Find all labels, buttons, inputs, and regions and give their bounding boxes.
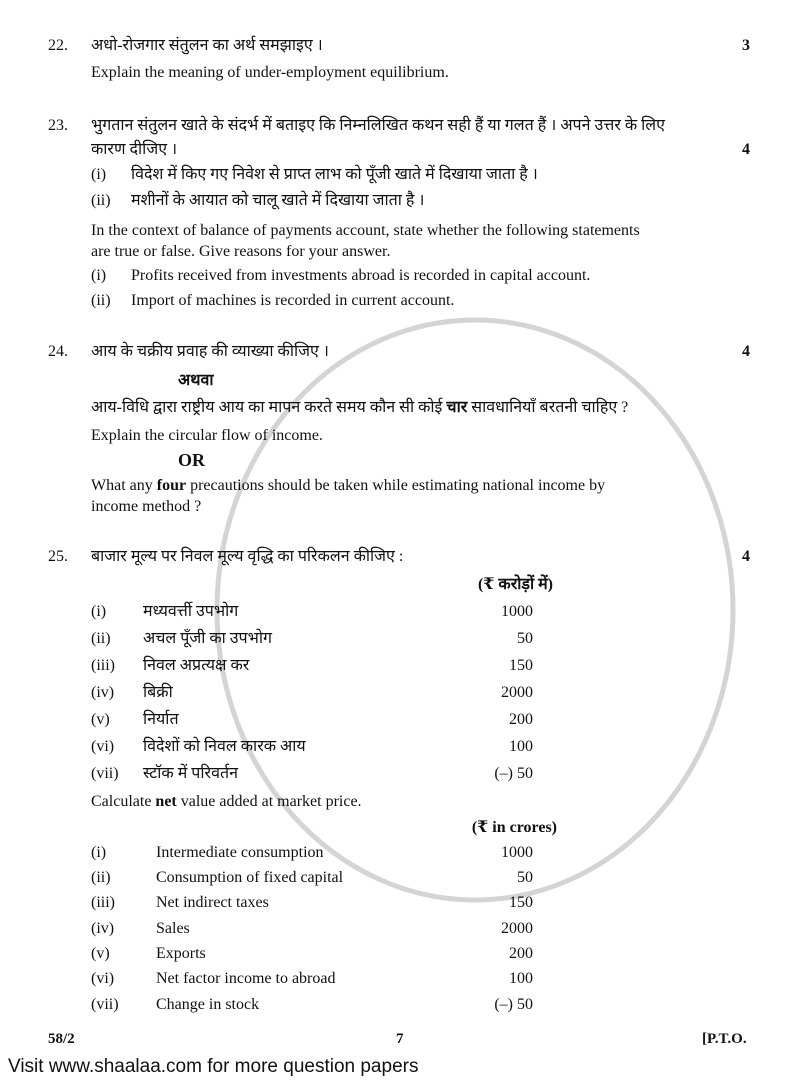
row-number: (iv) [91, 920, 115, 937]
question-english: Explain the meaning of under-employment equilibrium. [91, 64, 449, 81]
row-label: Exports [156, 945, 206, 962]
row-number: (ii) [91, 630, 111, 647]
row-value: 50 [517, 630, 533, 647]
row-number: (ii) [91, 869, 111, 886]
question-marks: 4 [742, 141, 750, 158]
question-hindi-line2: कारण दीजिए । [91, 141, 178, 158]
row-label: स्टॉक में परिवर्तन [143, 765, 238, 782]
question-hindi-line1: भुगतान संतुलन खाते के संदर्भ में बताइए कि निम्नलिखित कथन सही हैं या गलत हैं । अपने उत्तर के लिए [91, 117, 666, 134]
question-marks: 3 [742, 37, 750, 54]
alt-question-english-line2: income method ? [91, 498, 202, 515]
row-value: 2000 [501, 920, 533, 937]
row-label: विदेशों को निवल कारक आय [143, 738, 306, 755]
row-label: Net indirect taxes [156, 894, 269, 911]
question-number: 22. [48, 37, 68, 54]
item-text: Profits received from investments abroad is recorded in capital account. [131, 267, 591, 284]
question-hindi: आय के चक्रीय प्रवाह की व्याख्या कीजिए । [91, 343, 329, 360]
item-text: Import of machines is recorded in current account. [131, 292, 455, 309]
row-number: (iii) [91, 894, 115, 911]
row-number: (iv) [91, 684, 115, 701]
question-english: Explain the circular flow of income. [91, 427, 323, 444]
paper-code: 58/2 [48, 1031, 75, 1047]
row-number: (vii) [91, 996, 119, 1013]
row-value: 1000 [501, 603, 533, 620]
question-english-line1: In the context of balance of payments account, state whether the following statements [91, 222, 640, 239]
shaalaa-link[interactable]: Visit www.shaalaa.com for more question papers [8, 1056, 419, 1077]
row-value: 100 [509, 970, 533, 987]
pto-label: [P.T.O. [702, 1031, 747, 1047]
row-label: Consumption of fixed capital [156, 869, 344, 886]
row-value: 100 [509, 738, 533, 755]
row-value: 200 [509, 945, 533, 962]
unit-english: (₹ in crores) [471, 819, 557, 836]
item-number: (i) [91, 166, 107, 183]
row-value: (–) 50 [494, 765, 533, 782]
question-number: 25. [48, 548, 68, 565]
question-english: Calculate net value added at market price. [91, 793, 362, 810]
row-number: (v) [91, 945, 110, 962]
question-english-line2: are true or false. Give reasons for your answer. [91, 243, 391, 260]
row-number: (vi) [91, 970, 115, 987]
unit-hindi: (₹ करोड़ों में) [477, 576, 553, 593]
question-hindi: अधो-रोजगार संतुलन का अर्थ समझाइए । [91, 37, 323, 54]
row-label: Intermediate consumption [156, 844, 324, 861]
question-marks: 4 [742, 548, 750, 565]
item-number: (ii) [91, 292, 111, 309]
row-value: 1000 [501, 844, 533, 861]
row-value: (–) 50 [494, 996, 533, 1013]
alt-question-english: What any four precautions should be taken while estimating national income by [91, 477, 606, 494]
or-english: OR [178, 450, 205, 470]
row-value: 2000 [501, 684, 533, 701]
row-label: Sales [156, 920, 190, 937]
item-text: विदेश में किए गए निवेश से प्राप्त लाभ को पूँजी खाते में दिखाया जाता है । [131, 166, 538, 183]
alt-question-hindi: आय-विधि द्वारा राष्ट्रीय आय का मापन करते समय कौन सी कोई चार सावधानियाँ बरतनी चाहिए ? [91, 399, 629, 416]
or-hindi: अथवा [178, 372, 214, 389]
row-value: 200 [509, 711, 533, 728]
row-number: (i) [91, 603, 107, 620]
row-label: निर्यात [143, 711, 179, 728]
row-label: Change in stock [156, 996, 260, 1013]
row-label: Net factor income to abroad [156, 970, 336, 987]
row-number: (vi) [91, 738, 115, 755]
row-label: निवल अप्रत्यक्ष कर [143, 657, 250, 674]
question-number: 23. [48, 117, 68, 134]
row-number: (i) [91, 844, 107, 861]
row-value: 150 [509, 657, 533, 674]
row-number: (vii) [91, 765, 119, 782]
question-marks: 4 [742, 343, 750, 360]
row-label: मध्यवर्त्ती उपभोग [143, 603, 239, 620]
question-hindi: बाजार मूल्य पर निवल मूल्य वृद्धि का परिकलन कीजिए : [91, 548, 404, 565]
item-number: (ii) [91, 192, 111, 209]
row-number: (v) [91, 711, 110, 728]
row-label: अचल पूँजी का उपभोग [143, 630, 273, 647]
row-value: 150 [509, 894, 533, 911]
page-number: 7 [396, 1031, 404, 1047]
item-text: मशीनों के आयात को चालू खाते में दिखाया जाता है । [131, 192, 425, 209]
item-number: (i) [91, 267, 107, 284]
question-number: 24. [48, 343, 68, 360]
row-number: (iii) [91, 657, 115, 674]
row-value: 50 [517, 869, 533, 886]
row-label: बिक्री [143, 684, 173, 701]
